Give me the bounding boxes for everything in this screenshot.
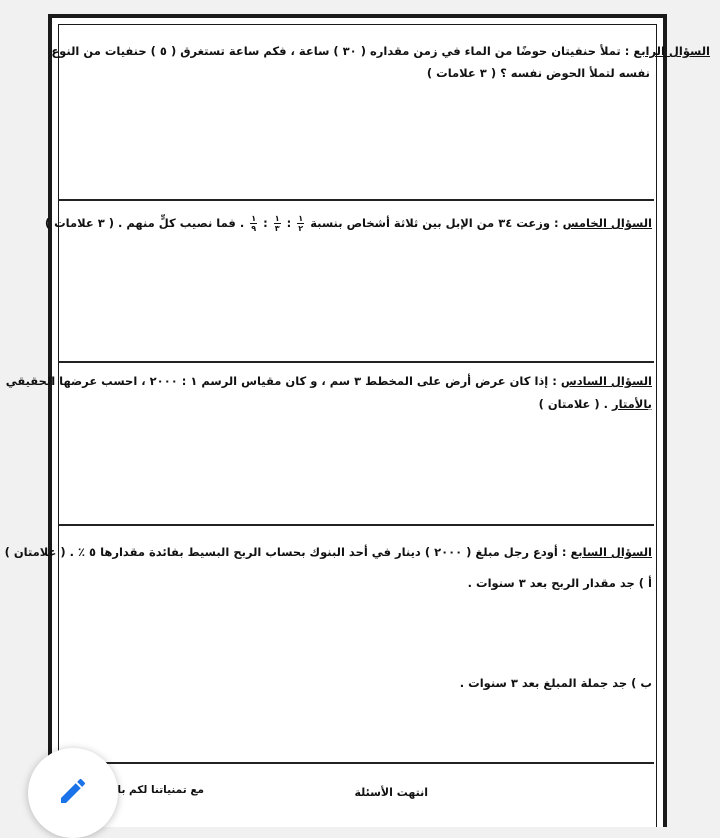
ratio-fraction-2: $\frac{١}{٣}$ xyxy=(274,214,280,233)
q6-text: : إذا كان عرض أرض على المخطط ٣ سم ، و كان مقياس الرسم ١ : ٢٠٠٠ ، احسب عرضها الحقيقي xyxy=(5,374,561,388)
q7-part-b: ب ) جد جملة المبلغ بعد ٣ سنوات . xyxy=(459,676,652,690)
q5-text-before: : وزعت ٣٤ من الإبل بين ثلاثة أشخاص بنسبة xyxy=(310,216,563,230)
page-frame xyxy=(58,24,657,827)
q6-line2 xyxy=(539,397,652,411)
q7-label: السؤال السابع xyxy=(570,545,652,559)
q5-label: السؤال الخامس xyxy=(562,216,652,230)
divider-1 xyxy=(58,199,654,201)
divider-3 xyxy=(58,524,654,526)
ratio-fraction-3: $\frac{١}{٩}$ xyxy=(251,214,257,233)
q6-label: السؤال السادس xyxy=(560,374,652,388)
q5-text-after: . فما نصيب كلٍّ منهم . ( ٣ علامات ) xyxy=(44,216,245,230)
q7-part-a: أ ) جد مقدار الربح بعد ٣ سنوات . xyxy=(467,576,652,590)
divider-2 xyxy=(58,361,654,363)
q4-line2: نفسه لتملأ الحوض نفسه ؟ ( ٣ علامات ) xyxy=(426,66,650,80)
exam-page xyxy=(48,14,667,827)
q6-units: بالأمتار xyxy=(612,397,652,411)
footer-end: انتهت الأسئلة xyxy=(354,786,428,799)
q4-label: السؤال الرابع xyxy=(633,44,710,58)
q4-line1 xyxy=(51,44,710,58)
q6-line1 xyxy=(6,374,652,388)
q7-line1 xyxy=(5,545,652,559)
edit-fab-button[interactable] xyxy=(28,748,118,838)
q7-text: : أودع رجل مبلغ ( ٢٠٠٠ ) دينار في أحد البنوك بحساب الربح البسيط بفائدة مقدارها ٥ ٪ . ( علامتان ) xyxy=(4,545,571,559)
ratio-fraction-1: $\frac{١}{٢}$ xyxy=(298,214,304,233)
q5-line xyxy=(45,214,652,233)
divider-4 xyxy=(58,762,654,764)
ratio-sep-2: : xyxy=(263,216,268,230)
pencil-icon xyxy=(57,775,89,807)
q4-text: : تملأ حنفيتان حوضًا من الماء في زمن مقداره ( ٣٠ ) ساعة ، فكم ساعة تستغرق ( ٥ ) حنفيات من النوع xyxy=(51,44,634,58)
footer-wish: مع تمنياتنا لكم با xyxy=(117,784,204,796)
q6-marks: . ( علامتان ) xyxy=(538,397,613,411)
ratio-sep-1: : xyxy=(286,216,292,230)
